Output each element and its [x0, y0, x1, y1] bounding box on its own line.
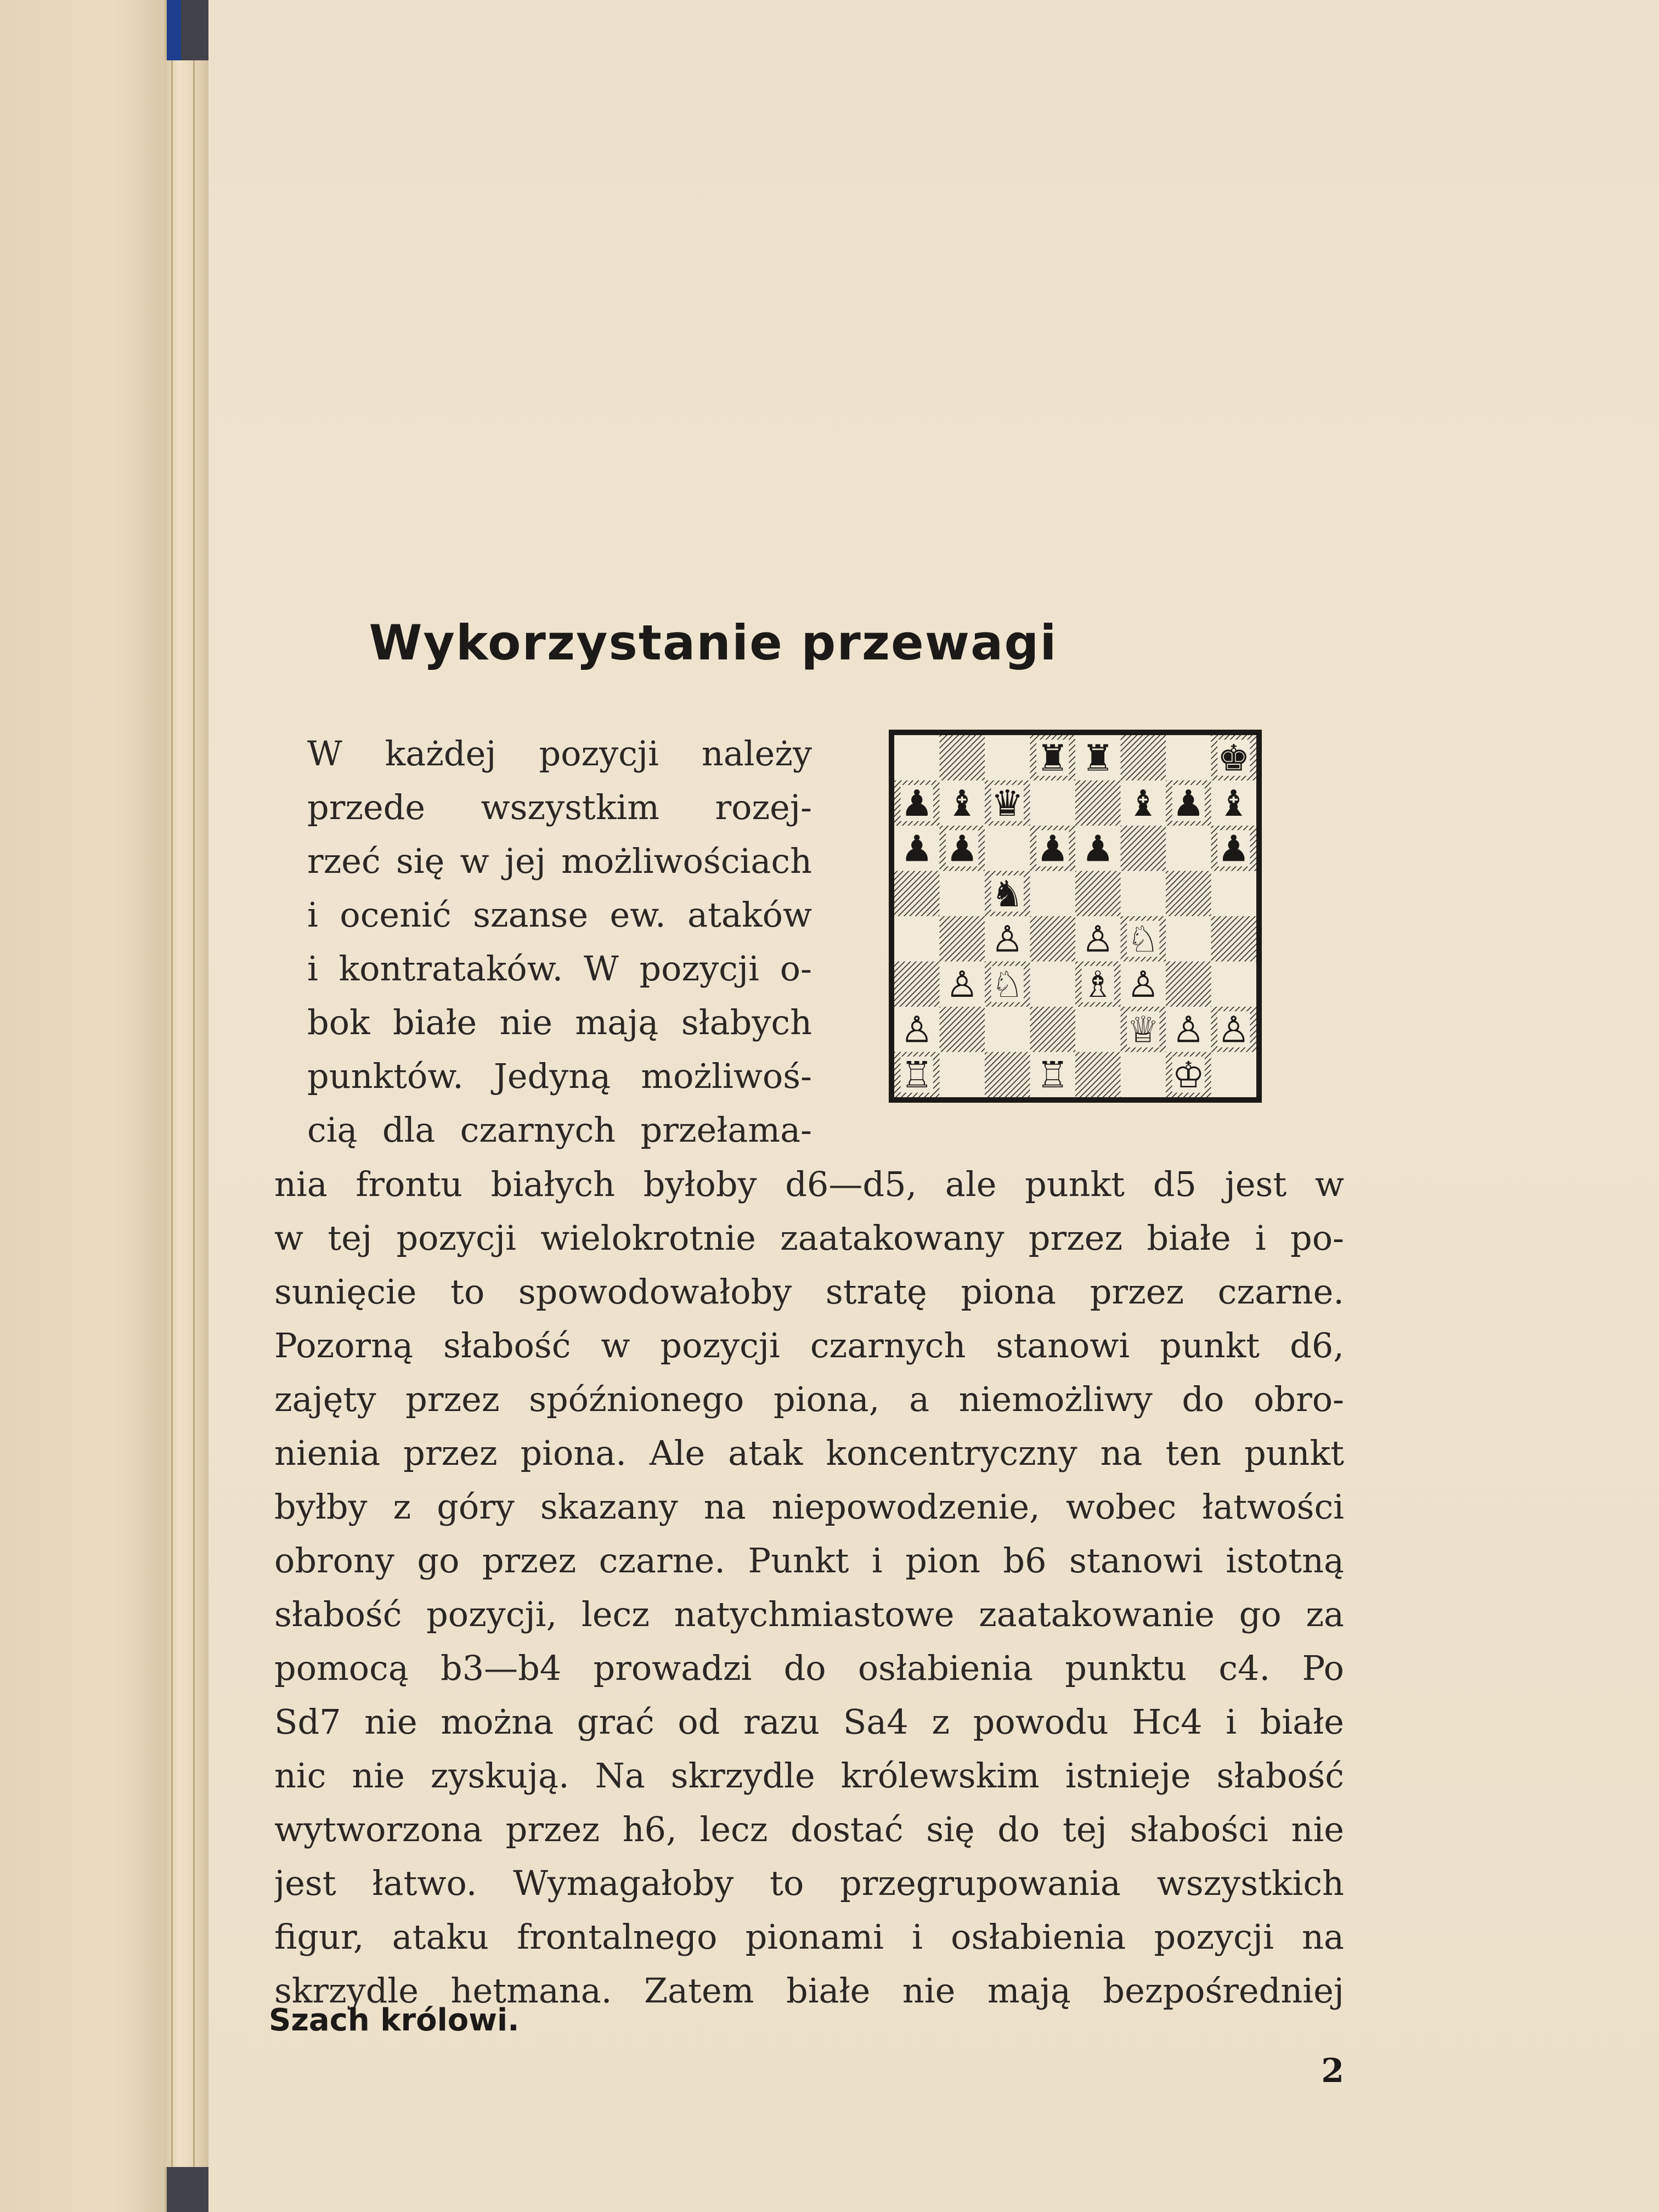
text-line: Pozorną słabość w pozycji czarnych stanowi punkt d6,: [274, 1325, 1344, 1365]
black-bishop-icon: ♝: [1127, 782, 1160, 825]
white-bishop-icon: ♗: [1081, 963, 1114, 1006]
dark-square: [1075, 1052, 1121, 1098]
dark-square: [1030, 1007, 1076, 1052]
black-knight-icon: ♞: [991, 872, 1024, 915]
white-pawn-icon: ♙: [1081, 918, 1114, 961]
facing-page: [0, 0, 167, 2212]
text-line: w tej pozycji wielokrotnie zaatakowany przez białe i po-: [274, 1218, 1344, 1258]
light-square: [985, 735, 1030, 781]
text-line: obrony go przez czarne. Punkt i pion b6 stanowi istotną: [274, 1541, 1344, 1581]
text-line: jest łatwo. Wymagałoby to przegrupowania wszystkich: [274, 1863, 1344, 1903]
white-pawn-icon: ♙: [946, 963, 979, 1006]
chess-board: [894, 735, 1256, 1097]
dark-square: [985, 1052, 1030, 1098]
white-queen-icon: ♕: [1127, 1008, 1160, 1051]
dark-square: [894, 871, 940, 917]
chess-diagram: [889, 730, 1262, 1103]
dark-square: [1211, 916, 1257, 962]
text-line: skrzydle hetmana. Zatem białe nie mają bezpośredniej: [274, 1971, 1344, 2011]
text-line: byłby z góry skazany na niepowodzenie, wobec łatwości: [274, 1487, 1344, 1527]
white-pawn-icon: ♙: [991, 918, 1024, 961]
white-pawn-icon: ♙: [1127, 963, 1160, 1006]
light-square: [894, 735, 940, 781]
dark-square: [940, 735, 985, 781]
dark-square: [1030, 916, 1076, 962]
text-line: Sd7 nie można grać od razu Sa4 z powodu Hc4 i białe: [274, 1702, 1344, 1742]
text-line: nic nie zyskują. Na skrzydle królewskim istnieje słabość: [274, 1756, 1344, 1796]
text-line: cią dla czarnych przełama-: [307, 1110, 812, 1150]
page-title: Wykorzystanie przewagi: [369, 614, 1058, 671]
black-pawn-icon: ♟: [1217, 827, 1250, 870]
dark-square: [1166, 962, 1211, 1007]
light-square: [940, 871, 985, 917]
text-line: figur, ataku frontalnego pionami i osłabienia pozycji na: [274, 1917, 1344, 1957]
white-knight-icon: ♘: [991, 963, 1024, 1006]
black-rook-icon: ♜: [1081, 737, 1114, 780]
black-king-icon: ♚: [1217, 737, 1250, 780]
light-square: [985, 826, 1030, 871]
text-line: sunięcie to spowodowałoby stratę piona przez czarne.: [274, 1272, 1344, 1312]
light-square: [1030, 781, 1076, 826]
light-square: [940, 1052, 985, 1098]
page-edge-line: [171, 60, 173, 2167]
light-square: [1075, 1007, 1121, 1052]
text-line: przede wszystkim rozej-: [307, 787, 812, 827]
light-square: [1211, 871, 1257, 917]
body-paragraph: [274, 1158, 1344, 2018]
page-number: 2: [1321, 2052, 1344, 2090]
light-square: [1121, 871, 1166, 917]
black-pawn-icon: ♟: [1172, 782, 1205, 825]
black-bishop-icon: ♝: [946, 782, 979, 825]
text-line: pomocą b3—b4 prowadzi do osłabienia punktu c4. Po: [274, 1648, 1344, 1688]
dark-square: [1075, 871, 1121, 917]
black-pawn-icon: ♟: [1081, 827, 1114, 870]
text-line: punktów. Jedyną możliwoś-: [307, 1056, 812, 1096]
black-bishop-icon: ♝: [1217, 782, 1250, 825]
black-queen-icon: ♛: [991, 782, 1024, 825]
text-line: słabość pozycji, lecz natychmiastowe zaatakowanie go za: [274, 1594, 1344, 1634]
white-pawn-icon: ♙: [900, 1008, 933, 1051]
light-square: [894, 916, 940, 962]
white-rook-icon: ♖: [1036, 1053, 1069, 1096]
light-square: [1166, 735, 1211, 781]
black-pawn-icon: ♟: [946, 827, 979, 870]
dark-square: [940, 1007, 985, 1052]
text-line: nienia przez piona. Ale atak koncentryczny na ten punkt: [274, 1433, 1344, 1473]
text-line: zajęty przez spóźnionego piona, a niemożliwy do obro-: [274, 1379, 1344, 1419]
white-king-icon: ♔: [1172, 1053, 1205, 1096]
light-square: [1166, 826, 1211, 871]
white-pawn-icon: ♙: [1172, 1008, 1205, 1051]
text-line: i ocenić szanse ew. ataków: [307, 895, 812, 935]
dark-square: [1075, 781, 1121, 826]
text-line: rzeć się w jej możliwościach: [307, 841, 812, 881]
dark-square: [1166, 871, 1211, 917]
light-square: [1211, 962, 1257, 1007]
light-square: [1030, 962, 1076, 1007]
page-edge-line: [193, 60, 195, 2167]
text-line: i kontrataków. W pozycji o-: [307, 949, 812, 989]
intro-paragraph: [307, 727, 812, 1157]
white-rook-icon: ♖: [900, 1053, 933, 1096]
black-pawn-icon: ♟: [1036, 827, 1069, 870]
text-line: wytworzona przez h6, lecz dostać się do tej słabości nie: [274, 1809, 1344, 1849]
black-rook-icon: ♜: [1036, 737, 1069, 780]
dark-square: [1121, 826, 1166, 871]
text-line: W każdej pozycji należy: [307, 733, 812, 774]
black-pawn-icon: ♟: [900, 827, 933, 870]
dark-square: [940, 916, 985, 962]
light-square: [1030, 871, 1076, 917]
running-footer-caption: Szach królowi.: [269, 2002, 520, 2038]
light-square: [1166, 916, 1211, 962]
light-square: [985, 1007, 1030, 1052]
white-pawn-icon: ♙: [1217, 1008, 1250, 1051]
dark-square: [894, 962, 940, 1007]
black-pawn-icon: ♟: [900, 782, 933, 825]
light-square: [1211, 1052, 1257, 1098]
dark-square: [1121, 735, 1166, 781]
light-square: [1121, 1052, 1166, 1098]
text-line: nia frontu białych byłoby d6—d5, ale punkt d5 jest w: [274, 1164, 1344, 1204]
white-knight-icon: ♘: [1127, 918, 1160, 961]
text-line: bok białe nie mają słabych: [307, 1002, 812, 1042]
